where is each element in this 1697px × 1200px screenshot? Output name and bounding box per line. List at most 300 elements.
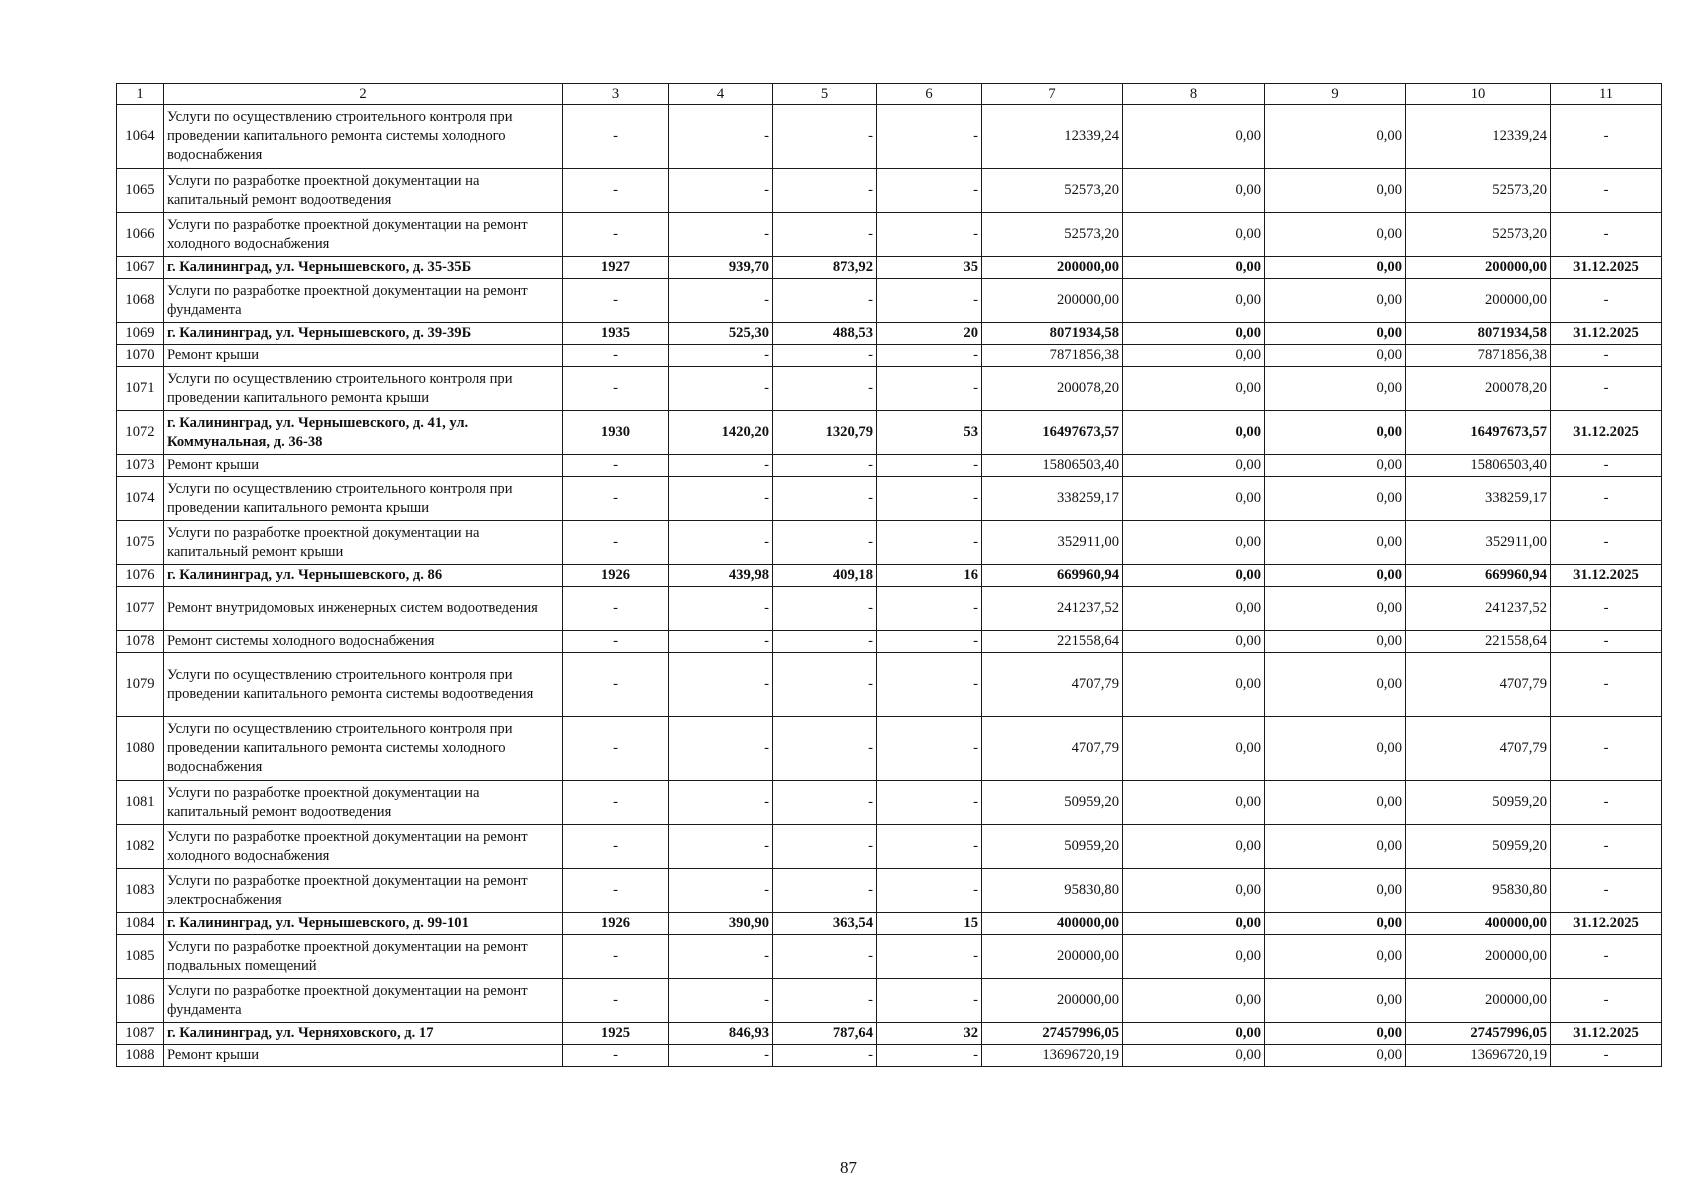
total-area-cell: 939,70 (669, 257, 773, 279)
residents-count-cell: - (877, 345, 982, 367)
cost-regional-cell: 0,00 (1265, 935, 1406, 979)
living-area-cell: - (773, 935, 877, 979)
work-item-row (117, 587, 1662, 631)
row-number-cell: 1074 (117, 477, 164, 521)
row-number-cell: 1084 (117, 913, 164, 935)
work-item-row (117, 825, 1662, 869)
work-item-row (117, 367, 1662, 411)
residents-count-cell: - (877, 521, 982, 565)
work-item-row (117, 717, 1662, 781)
cost-regional-cell: 0,00 (1265, 521, 1406, 565)
cost-owners-cell: 4707,79 (1406, 653, 1551, 717)
living-area-cell: - (773, 279, 877, 323)
cost-total-cell: 200000,00 (982, 257, 1123, 279)
cost-owners-cell: 13696720,19 (1406, 1045, 1551, 1067)
work-item-row (117, 345, 1662, 367)
item-name-cell: Услуги по разработке проектной документации на ремонт холодного водоснабжения (164, 213, 563, 257)
item-name-cell: Ремонт системы холодного водоснабжения (164, 631, 563, 653)
header-col-2: 2 (164, 84, 563, 105)
cost-owners-cell: 241237,52 (1406, 587, 1551, 631)
cost-federal-cell: 0,00 (1123, 653, 1265, 717)
living-area-cell: - (773, 169, 877, 213)
completion-date-cell: - (1551, 477, 1662, 521)
cost-owners-cell: 12339,24 (1406, 105, 1551, 169)
completion-date-cell: - (1551, 213, 1662, 257)
residents-count-cell: - (877, 1045, 982, 1067)
cost-regional-cell: 0,00 (1265, 367, 1406, 411)
residents-count-cell: 32 (877, 1023, 982, 1045)
cost-total-cell: 16497673,57 (982, 411, 1123, 455)
work-item-row (117, 213, 1662, 257)
living-area-cell: - (773, 1045, 877, 1067)
cost-owners-cell: 4707,79 (1406, 717, 1551, 781)
work-item-row (117, 979, 1662, 1023)
build-year-cell: - (563, 477, 669, 521)
cost-regional-cell: 0,00 (1265, 455, 1406, 477)
cost-total-cell: 200000,00 (982, 979, 1123, 1023)
row-number-cell: 1072 (117, 411, 164, 455)
cost-regional-cell: 0,00 (1265, 1023, 1406, 1045)
total-area-cell: - (669, 345, 773, 367)
cost-total-cell: 221558,64 (982, 631, 1123, 653)
row-number-cell: 1066 (117, 213, 164, 257)
item-name-cell: Услуги по разработке проектной документации на ремонт подвальных помещений (164, 935, 563, 979)
cost-owners-cell: 352911,00 (1406, 521, 1551, 565)
item-name-cell: г. Калининград, ул. Чернышевского, д. 99-101 (164, 913, 563, 935)
living-area-cell: 787,64 (773, 1023, 877, 1045)
item-name-cell: Услуги по разработке проектной документации на ремонт холодного водоснабжения (164, 825, 563, 869)
address-row (117, 411, 1662, 455)
living-area-cell: - (773, 781, 877, 825)
cost-regional-cell: 0,00 (1265, 477, 1406, 521)
work-item-row (117, 869, 1662, 913)
total-area-cell: 390,90 (669, 913, 773, 935)
cost-regional-cell: 0,00 (1265, 717, 1406, 781)
header-col-10: 10 (1406, 84, 1551, 105)
completion-date-cell: - (1551, 781, 1662, 825)
item-name-cell: Ремонт крыши (164, 455, 563, 477)
header-col-9: 9 (1265, 84, 1406, 105)
item-name-cell: г. Калининград, ул. Чернышевского, д. 86 (164, 565, 563, 587)
cost-federal-cell: 0,00 (1123, 1023, 1265, 1045)
cost-federal-cell: 0,00 (1123, 869, 1265, 913)
item-name-cell: Услуги по осуществлению строительного контроля при проведении капитального ремонта системы холодного водоснабжения (164, 717, 563, 781)
cost-federal-cell: 0,00 (1123, 279, 1265, 323)
total-area-cell: - (669, 587, 773, 631)
cost-regional-cell: 0,00 (1265, 345, 1406, 367)
residents-count-cell: - (877, 935, 982, 979)
row-number-cell: 1085 (117, 935, 164, 979)
build-year-cell: 1935 (563, 323, 669, 345)
item-name-cell: Услуги по разработке проектной документации на ремонт электроснабжения (164, 869, 563, 913)
cost-federal-cell: 0,00 (1123, 257, 1265, 279)
completion-date-cell: - (1551, 653, 1662, 717)
living-area-cell: - (773, 631, 877, 653)
row-number-cell: 1083 (117, 869, 164, 913)
row-number-cell: 1071 (117, 367, 164, 411)
item-name-cell: Услуги по разработке проектной документации на капитальный ремонт крыши (164, 521, 563, 565)
cost-regional-cell: 0,00 (1265, 979, 1406, 1023)
completion-date-cell: 31.12.2025 (1551, 323, 1662, 345)
total-area-cell: 525,30 (669, 323, 773, 345)
completion-date-cell: - (1551, 869, 1662, 913)
completion-date-cell: - (1551, 279, 1662, 323)
item-name-cell: Услуги по разработке проектной документации на ремонт фундамента (164, 979, 563, 1023)
item-name-cell: Услуги по осуществлению строительного контроля при проведении капитального ремонта системы холодного водоснабжения (164, 105, 563, 169)
living-area-cell: - (773, 825, 877, 869)
register-sheet (116, 83, 1661, 1067)
build-year-cell: 1927 (563, 257, 669, 279)
cost-owners-cell: 7871856,38 (1406, 345, 1551, 367)
living-area-cell: 488,53 (773, 323, 877, 345)
item-name-cell: Услуги по осуществлению строительного контроля при проведении капитального ремонта системы водоотведения (164, 653, 563, 717)
header-col-1: 1 (117, 84, 164, 105)
completion-date-cell: 31.12.2025 (1551, 565, 1662, 587)
cost-owners-cell: 221558,64 (1406, 631, 1551, 653)
residents-count-cell: 35 (877, 257, 982, 279)
cost-owners-cell: 8071934,58 (1406, 323, 1551, 345)
total-area-cell: 846,93 (669, 1023, 773, 1045)
cost-total-cell: 200000,00 (982, 935, 1123, 979)
header-col-3: 3 (563, 84, 669, 105)
row-number-cell: 1080 (117, 717, 164, 781)
total-area-cell: - (669, 631, 773, 653)
build-year-cell: - (563, 935, 669, 979)
item-name-cell: Услуги по разработке проектной документации на ремонт фундамента (164, 279, 563, 323)
cost-federal-cell: 0,00 (1123, 367, 1265, 411)
cost-federal-cell: 0,00 (1123, 521, 1265, 565)
item-name-cell: Услуги по осуществлению строительного контроля при проведении капитального ремонта крыши (164, 367, 563, 411)
residents-count-cell: 16 (877, 565, 982, 587)
completion-date-cell: - (1551, 455, 1662, 477)
cost-total-cell: 400000,00 (982, 913, 1123, 935)
row-number-cell: 1068 (117, 279, 164, 323)
cost-total-cell: 241237,52 (982, 587, 1123, 631)
cost-owners-cell: 200000,00 (1406, 979, 1551, 1023)
completion-date-cell: - (1551, 1045, 1662, 1067)
build-year-cell: - (563, 717, 669, 781)
cost-total-cell: 8071934,58 (982, 323, 1123, 345)
total-area-cell: - (669, 477, 773, 521)
living-area-cell: - (773, 521, 877, 565)
cost-regional-cell: 0,00 (1265, 825, 1406, 869)
residents-count-cell: 20 (877, 323, 982, 345)
header-col-11: 11 (1551, 84, 1662, 105)
cost-total-cell: 7871856,38 (982, 345, 1123, 367)
row-number-cell: 1081 (117, 781, 164, 825)
item-name-cell: Ремонт внутридомовых инженерных систем водоотведения (164, 587, 563, 631)
build-year-cell: - (563, 455, 669, 477)
cost-federal-cell: 0,00 (1123, 1045, 1265, 1067)
cost-federal-cell: 0,00 (1123, 477, 1265, 521)
residents-count-cell: 53 (877, 411, 982, 455)
item-name-cell: Ремонт крыши (164, 345, 563, 367)
cost-federal-cell: 0,00 (1123, 213, 1265, 257)
cost-total-cell: 4707,79 (982, 717, 1123, 781)
build-year-cell: - (563, 213, 669, 257)
cost-regional-cell: 0,00 (1265, 913, 1406, 935)
row-number-cell: 1087 (117, 1023, 164, 1045)
work-item-row (117, 477, 1662, 521)
total-area-cell: - (669, 781, 773, 825)
cost-regional-cell: 0,00 (1265, 169, 1406, 213)
living-area-cell: - (773, 345, 877, 367)
residents-count-cell: - (877, 169, 982, 213)
cost-federal-cell: 0,00 (1123, 411, 1265, 455)
header-col-4: 4 (669, 84, 773, 105)
row-number-cell: 1086 (117, 979, 164, 1023)
residents-count-cell: - (877, 825, 982, 869)
residents-count-cell: - (877, 477, 982, 521)
header-col-6: 6 (877, 84, 982, 105)
cost-federal-cell: 0,00 (1123, 455, 1265, 477)
cost-owners-cell: 200078,20 (1406, 367, 1551, 411)
page-number: 87 (840, 1158, 857, 1177)
cost-total-cell: 669960,94 (982, 565, 1123, 587)
row-number-cell: 1088 (117, 1045, 164, 1067)
cost-federal-cell: 0,00 (1123, 717, 1265, 781)
work-item-row (117, 279, 1662, 323)
total-area-cell: 439,98 (669, 565, 773, 587)
living-area-cell: - (773, 455, 877, 477)
cost-total-cell: 95830,80 (982, 869, 1123, 913)
cost-federal-cell: 0,00 (1123, 631, 1265, 653)
item-name-cell: г. Калининград, ул. Чернышевского, д. 39-39Б (164, 323, 563, 345)
total-area-cell: 1420,20 (669, 411, 773, 455)
cost-regional-cell: 0,00 (1265, 565, 1406, 587)
header-col-5: 5 (773, 84, 877, 105)
header-col-8: 8 (1123, 84, 1265, 105)
row-number-cell: 1077 (117, 587, 164, 631)
completion-date-cell: - (1551, 345, 1662, 367)
address-row (117, 257, 1662, 279)
completion-date-cell: - (1551, 587, 1662, 631)
item-name-cell: г. Калининград, ул. Черняховского, д. 17 (164, 1023, 563, 1045)
capital-repair-table (116, 83, 1662, 1067)
living-area-cell: 1320,79 (773, 411, 877, 455)
item-name-cell: Услуги по разработке проектной документации на капитальный ремонт водоотведения (164, 169, 563, 213)
row-number-cell: 1073 (117, 455, 164, 477)
build-year-cell: 1926 (563, 565, 669, 587)
residents-count-cell: 15 (877, 913, 982, 935)
cost-regional-cell: 0,00 (1265, 781, 1406, 825)
build-year-cell: - (563, 587, 669, 631)
total-area-cell: - (669, 105, 773, 169)
cost-owners-cell: 52573,20 (1406, 213, 1551, 257)
address-row (117, 1023, 1662, 1045)
living-area-cell: - (773, 653, 877, 717)
cost-owners-cell: 669960,94 (1406, 565, 1551, 587)
cost-total-cell: 52573,20 (982, 169, 1123, 213)
cost-owners-cell: 15806503,40 (1406, 455, 1551, 477)
living-area-cell: - (773, 213, 877, 257)
cost-total-cell: 15806503,40 (982, 455, 1123, 477)
cost-total-cell: 12339,24 (982, 105, 1123, 169)
cost-regional-cell: 0,00 (1265, 411, 1406, 455)
cost-federal-cell: 0,00 (1123, 935, 1265, 979)
cost-total-cell: 13696720,19 (982, 1045, 1123, 1067)
total-area-cell: - (669, 935, 773, 979)
build-year-cell: - (563, 169, 669, 213)
residents-count-cell: - (877, 979, 982, 1023)
total-area-cell: - (669, 717, 773, 781)
row-number-cell: 1065 (117, 169, 164, 213)
completion-date-cell: - (1551, 521, 1662, 565)
cost-total-cell: 4707,79 (982, 653, 1123, 717)
residents-count-cell: - (877, 367, 982, 411)
cost-total-cell: 50959,20 (982, 781, 1123, 825)
cost-federal-cell: 0,00 (1123, 565, 1265, 587)
work-item-row (117, 105, 1662, 169)
build-year-cell: - (563, 105, 669, 169)
item-name-cell: Услуги по осуществлению строительного контроля при проведении капитального ремонта крыши (164, 477, 563, 521)
item-name-cell: Услуги по разработке проектной документации на капитальный ремонт водоотведения (164, 781, 563, 825)
living-area-cell: 409,18 (773, 565, 877, 587)
cost-federal-cell: 0,00 (1123, 323, 1265, 345)
completion-date-cell: 31.12.2025 (1551, 257, 1662, 279)
work-item-row (117, 521, 1662, 565)
cost-owners-cell: 50959,20 (1406, 825, 1551, 869)
row-number-cell: 1079 (117, 653, 164, 717)
cost-total-cell: 52573,20 (982, 213, 1123, 257)
build-year-cell: - (563, 653, 669, 717)
total-area-cell: - (669, 979, 773, 1023)
cost-owners-cell: 95830,80 (1406, 869, 1551, 913)
residents-count-cell: - (877, 105, 982, 169)
address-row (117, 913, 1662, 935)
cost-regional-cell: 0,00 (1265, 257, 1406, 279)
row-number-cell: 1067 (117, 257, 164, 279)
build-year-cell: - (563, 279, 669, 323)
living-area-cell: - (773, 587, 877, 631)
cost-owners-cell: 50959,20 (1406, 781, 1551, 825)
living-area-cell: 873,92 (773, 257, 877, 279)
residents-count-cell: - (877, 587, 982, 631)
build-year-cell: - (563, 781, 669, 825)
cost-regional-cell: 0,00 (1265, 869, 1406, 913)
cost-owners-cell: 338259,17 (1406, 477, 1551, 521)
header-col-7: 7 (982, 84, 1123, 105)
cost-regional-cell: 0,00 (1265, 653, 1406, 717)
residents-count-cell: - (877, 213, 982, 257)
cost-federal-cell: 0,00 (1123, 105, 1265, 169)
completion-date-cell: - (1551, 825, 1662, 869)
total-area-cell: - (669, 455, 773, 477)
build-year-cell: 1926 (563, 913, 669, 935)
residents-count-cell: - (877, 279, 982, 323)
build-year-cell: 1930 (563, 411, 669, 455)
living-area-cell: - (773, 105, 877, 169)
cost-federal-cell: 0,00 (1123, 825, 1265, 869)
work-item-row (117, 455, 1662, 477)
residents-count-cell: - (877, 653, 982, 717)
work-item-row (117, 935, 1662, 979)
cost-regional-cell: 0,00 (1265, 587, 1406, 631)
row-number-cell: 1082 (117, 825, 164, 869)
address-row (117, 565, 1662, 587)
completion-date-cell: - (1551, 935, 1662, 979)
row-number-cell: 1078 (117, 631, 164, 653)
completion-date-cell: 31.12.2025 (1551, 1023, 1662, 1045)
work-item-row (117, 781, 1662, 825)
living-area-cell: - (773, 717, 877, 781)
build-year-cell: - (563, 521, 669, 565)
residents-count-cell: - (877, 869, 982, 913)
cost-regional-cell: 0,00 (1265, 279, 1406, 323)
build-year-cell: - (563, 367, 669, 411)
cost-owners-cell: 16497673,57 (1406, 411, 1551, 455)
residents-count-cell: - (877, 717, 982, 781)
build-year-cell: - (563, 979, 669, 1023)
row-number-cell: 1076 (117, 565, 164, 587)
completion-date-cell: - (1551, 979, 1662, 1023)
completion-date-cell: - (1551, 367, 1662, 411)
cost-owners-cell: 200000,00 (1406, 257, 1551, 279)
work-item-row (117, 169, 1662, 213)
row-number-cell: 1069 (117, 323, 164, 345)
column-number-header (117, 84, 1662, 105)
total-area-cell: - (669, 1045, 773, 1067)
item-name-cell: г. Калининград, ул. Чернышевского, д. 35-35Б (164, 257, 563, 279)
total-area-cell: - (669, 169, 773, 213)
total-area-cell: - (669, 869, 773, 913)
cost-total-cell: 338259,17 (982, 477, 1123, 521)
cost-federal-cell: 0,00 (1123, 345, 1265, 367)
cost-owners-cell: 200000,00 (1406, 935, 1551, 979)
total-area-cell: - (669, 521, 773, 565)
living-area-cell: - (773, 367, 877, 411)
completion-date-cell: 31.12.2025 (1551, 913, 1662, 935)
cost-owners-cell: 52573,20 (1406, 169, 1551, 213)
cost-total-cell: 27457996,05 (982, 1023, 1123, 1045)
cost-federal-cell: 0,00 (1123, 169, 1265, 213)
cost-regional-cell: 0,00 (1265, 1045, 1406, 1067)
completion-date-cell: - (1551, 169, 1662, 213)
work-item-row (117, 631, 1662, 653)
build-year-cell: - (563, 345, 669, 367)
build-year-cell: - (563, 1045, 669, 1067)
row-number-cell: 1064 (117, 105, 164, 169)
cost-regional-cell: 0,00 (1265, 323, 1406, 345)
cost-federal-cell: 0,00 (1123, 781, 1265, 825)
cost-total-cell: 50959,20 (982, 825, 1123, 869)
row-number-cell: 1070 (117, 345, 164, 367)
cost-owners-cell: 400000,00 (1406, 913, 1551, 935)
table-body (117, 105, 1662, 1067)
cost-total-cell: 352911,00 (982, 521, 1123, 565)
address-row (117, 323, 1662, 345)
total-area-cell: - (669, 279, 773, 323)
total-area-cell: - (669, 825, 773, 869)
cost-regional-cell: 0,00 (1265, 105, 1406, 169)
cost-federal-cell: 0,00 (1123, 913, 1265, 935)
completion-date-cell: - (1551, 717, 1662, 781)
residents-count-cell: - (877, 631, 982, 653)
cost-total-cell: 200078,20 (982, 367, 1123, 411)
living-area-cell: 363,54 (773, 913, 877, 935)
row-number-cell: 1075 (117, 521, 164, 565)
residents-count-cell: - (877, 455, 982, 477)
cost-federal-cell: 0,00 (1123, 587, 1265, 631)
build-year-cell: - (563, 631, 669, 653)
completion-date-cell: - (1551, 105, 1662, 169)
cost-owners-cell: 27457996,05 (1406, 1023, 1551, 1045)
cost-federal-cell: 0,00 (1123, 979, 1265, 1023)
completion-date-cell: - (1551, 631, 1662, 653)
work-item-row (117, 653, 1662, 717)
residents-count-cell: - (877, 781, 982, 825)
total-area-cell: - (669, 367, 773, 411)
